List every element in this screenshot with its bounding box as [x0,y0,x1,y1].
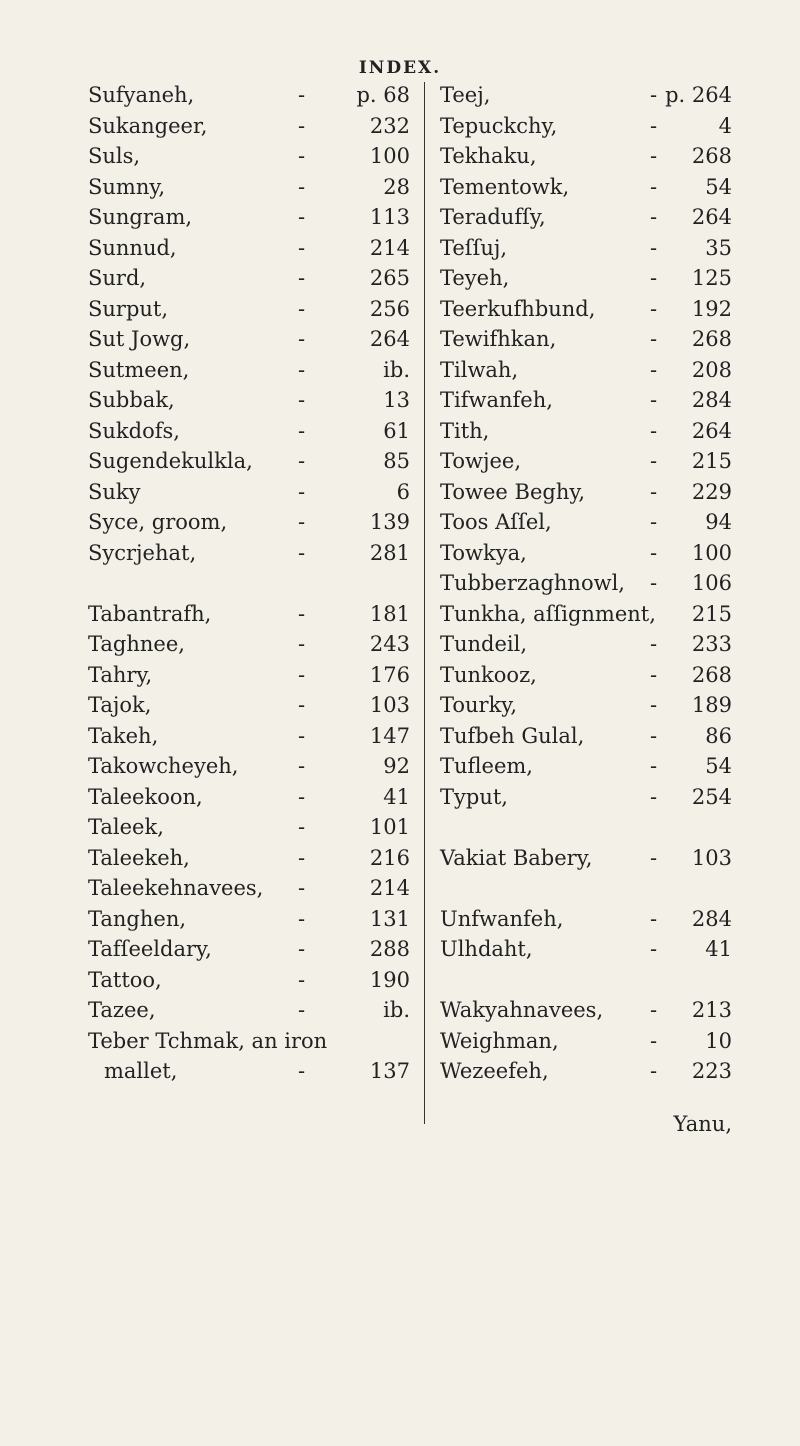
index-entry [88,1026,410,1057]
entry-page-number: 233 [691,632,732,656]
entry-term: Tajok, [88,693,152,717]
entry-page-number: 192 [691,296,732,321]
entry-leader-dash: - [298,601,306,626]
entry-leader-dash: - [298,1059,306,1083]
entry-page-number: 13 [383,388,410,412]
entry-leader-dash: - [298,754,306,778]
entry-page-number: 10 [705,1028,732,1053]
entry-leader-dash: - [650,845,658,870]
entry-leader-dash: - [298,876,306,900]
entry-term: Unfwanfeh, [440,906,564,931]
entry-page-number: 100 [691,540,732,565]
entry-leader-dash: - [650,540,658,565]
entry-page-number: 92 [383,754,410,778]
entry-page-number: 54 [705,754,732,778]
entry-page-number: 103 [691,845,732,870]
index-entry [88,721,410,752]
index-entry [440,416,732,447]
entry-page-number: 85 [383,449,410,473]
entry-leader-dash: - [298,784,306,809]
entry-term: Tattoo, [88,967,162,992]
entry-term: Tahry, [88,662,153,687]
index-entry [440,873,732,904]
entry-term: Taleekehnavees, [88,876,264,900]
index-entry [88,202,410,233]
index-entry [88,446,410,477]
entry-page-number: 268 [691,662,732,687]
entry-page-number: 223 [691,1059,732,1083]
entry-page-number: 139 [369,510,410,534]
entry-leader-dash: - [650,1059,658,1083]
entry-term: Subbak, [88,388,175,412]
entry-leader-dash: - [650,144,658,168]
entry-term: mallet, [104,1059,178,1083]
index-entry [88,507,410,538]
entry-leader-dash: - [298,205,306,229]
entry-term: Tementowk, [440,174,570,199]
entry-term: Taleek, [88,815,164,839]
index-entry [88,751,410,782]
entry-term: Tufbeh Gulal, [440,723,585,748]
entry-term: Sugendekulkla, [88,449,253,473]
entry-page-number: 94 [705,510,732,534]
index-entry [88,812,410,843]
entry-term: Weighman, [440,1028,559,1053]
entry-page-number: 232 [369,113,410,138]
entry-term: Sumny, [88,174,166,199]
entry-leader-dash: - [650,296,658,321]
page-header: INDEX. [358,58,442,78]
index-entry [440,233,732,264]
entry-term: Teerkufhbund, [440,296,596,321]
index-entry [440,965,732,996]
index-entry [88,934,410,965]
index-entry [88,477,410,508]
entry-leader-dash: - [650,83,658,107]
index-entry [88,172,410,203]
entry-leader-dash: - [298,174,306,199]
index-entry [440,1026,732,1057]
entry-page-number: 61 [383,418,410,443]
index-entry [88,873,410,904]
entry-term: Tilwah, [440,357,519,382]
entry-term: Teſſuj, [440,235,508,260]
entry-term: Sutmeen, [88,357,190,382]
entry-page-number: p. 68 [356,83,410,107]
index-entry [440,629,732,660]
entry-page-number: 181 [369,601,410,626]
entry-term: Towjee, [440,449,522,473]
index-entry [88,660,410,691]
entry-page-number: 213 [691,998,732,1022]
entry-page-number: 131 [369,906,410,931]
entry-leader-dash: - [650,754,658,778]
entry-leader-dash: - [650,937,658,961]
entry-leader-dash: - [298,998,306,1022]
index-entry [440,324,732,355]
index-entry [440,355,732,386]
entry-term: Tekhaku, [440,144,537,168]
entry-page-number: 113 [369,205,410,229]
index-entry [440,111,732,142]
entry-page-number: 4 [718,113,732,138]
index-entry [440,477,732,508]
index-entry [440,904,732,935]
index-entry [88,1056,410,1087]
index-entry [88,324,410,355]
right-column [440,80,732,1087]
entry-term: Vakiat Babery, [440,845,593,870]
entry-term: Tafſeeldary, [88,937,212,961]
entry-leader-dash: - [650,723,658,748]
entry-page-number: 243 [369,632,410,656]
index-entry [88,568,410,599]
entry-leader-dash: - [298,296,306,321]
entry-term: Suky [88,479,141,504]
entry-page-number: 268 [691,327,732,351]
entry-page-number: 208 [691,357,732,382]
entry-term: Sukdofs, [88,418,180,443]
entry-page-number: 100 [369,144,410,168]
entry-term: Ulhdaht, [440,937,533,961]
entry-page-number: 264 [691,205,732,229]
entry-page-number: 264 [369,327,410,351]
entry-leader-dash: - [298,540,306,565]
index-entry [88,965,410,996]
entry-leader-dash: - [298,662,306,687]
entry-term: Takowcheyeh, [88,754,239,778]
index-entry [88,263,410,294]
entry-leader-dash: - [298,723,306,748]
entry-page-number: 264 [691,418,732,443]
entry-term: Sukangeer, [88,113,208,138]
entry-page-number: 41 [383,784,410,809]
entry-page-number: 215 [691,449,732,473]
index-entry [440,843,732,874]
entry-term: Teej, [440,83,491,107]
entry-term: Tanghen, [88,906,187,931]
entry-page-number: 216 [369,845,410,870]
index-entry [440,80,732,111]
index-entry [440,934,732,965]
index-entry [88,904,410,935]
entry-page-number: 265 [369,266,410,290]
entry-term: Syce, groom, [88,510,228,534]
entry-leader-dash: - [298,144,306,168]
index-entry [440,141,732,172]
entry-term: Toos Aſſel, [440,510,552,534]
entry-page-number: p. 264 [665,83,732,107]
index-entry [440,507,732,538]
entry-term: Tufleem, [440,754,533,778]
entry-leader-dash: - [650,449,658,473]
entry-term: Suls, [88,144,141,168]
entry-term: Taghnee, [88,632,185,656]
entry-leader-dash: - [650,662,658,687]
entry-leader-dash: - [650,479,658,504]
entry-leader-dash: - [298,83,306,107]
entry-page-number: 288 [369,937,410,961]
entry-page-number: 268 [691,144,732,168]
entry-page-number: 256 [369,296,410,321]
entry-page-number: 229 [691,479,732,504]
index-entry [88,141,410,172]
entry-leader-dash: - [298,937,306,961]
entry-leader-dash: - [298,449,306,473]
entry-leader-dash: - [650,998,658,1022]
entry-page-number: ib. [383,998,410,1022]
entry-term: Tifwanfeh, [440,388,553,412]
entry-leader-dash: - [298,327,306,351]
entry-leader-dash: - [298,510,306,534]
entry-leader-dash: - [298,388,306,412]
entry-leader-dash: - [650,632,658,656]
index-entry [440,599,732,630]
entry-page-number: 86 [705,723,732,748]
entry-page-number: 190 [369,967,410,992]
entry-page-number: ib. [383,357,410,382]
entry-term: Typut, [440,784,508,809]
entry-page-number: 176 [369,662,410,687]
left-column [88,80,410,1087]
index-entry [440,690,732,721]
entry-leader-dash: - [650,418,658,443]
entry-term: Teber Tchmak, an iron [88,1028,328,1053]
entry-leader-dash: - [650,388,658,412]
index-entry [440,385,732,416]
entry-page-number: 137 [369,1059,410,1083]
entry-term: Tepuckchy, [440,113,558,138]
entry-leader-dash: - [298,967,306,992]
index-entry [440,751,732,782]
entry-term: Towee Beghy, [440,479,586,504]
index-entry [88,416,410,447]
entry-leader-dash: - [298,113,306,138]
entry-leader-dash: - [650,693,658,717]
entry-page-number: 281 [369,540,410,565]
entry-term: Sungram, [88,205,193,229]
index-entry [440,172,732,203]
entry-term: Teradufſy, [440,205,546,229]
index-entry [440,1056,732,1087]
entry-page-number: 214 [369,235,410,260]
entry-leader-dash: - [298,235,306,260]
entry-leader-dash: - [298,479,306,504]
entry-term: Teyeh, [440,266,510,290]
index-entry [88,782,410,813]
entry-page-number: 284 [691,388,732,412]
index-entry [88,355,410,386]
entry-term: Surd, [88,266,147,290]
index-entry [88,80,410,111]
entry-term: Wezeefeh, [440,1059,549,1083]
entry-page-number: 6 [396,479,410,504]
entry-leader-dash: - [650,174,658,199]
entry-term: Surput, [88,296,169,321]
entry-page-number: 103 [369,693,410,717]
catchword: Yanu, [673,1112,732,1136]
entry-leader-dash: - [298,693,306,717]
index-entry [440,812,732,843]
entry-term: Tewifhkan, [440,327,557,351]
index-entry [440,660,732,691]
index-entry [88,843,410,874]
entry-page-number: 125 [691,266,732,290]
entry-leader-dash: - [650,357,658,382]
entry-term: Tundeil, [440,632,528,656]
index-entry [440,995,732,1026]
index-entry [440,294,732,325]
index-entry [440,446,732,477]
entry-leader-dash: - [298,418,306,443]
entry-page-number: 147 [369,723,410,748]
entry-leader-dash: - [650,571,658,595]
entry-page-number: 41 [705,937,732,961]
index-entry [88,995,410,1026]
entry-leader-dash: - [650,510,658,534]
index-entry [88,538,410,569]
index-entry [88,599,410,630]
entry-term: Wakyahnavees, [440,998,604,1022]
entry-leader-dash: - [298,357,306,382]
entry-page-number: 189 [691,693,732,717]
entry-leader-dash: - [298,266,306,290]
index-entry [88,233,410,264]
entry-leader-dash: - [650,906,658,931]
index-entry [88,294,410,325]
entry-leader-dash: - [650,235,658,260]
entry-term: Tabantrafh, [88,601,212,626]
index-entry [88,111,410,142]
entry-leader-dash: - [650,1028,658,1053]
entry-term: Tunkooz, [440,662,537,687]
entry-page-number: 35 [705,235,732,260]
entry-page-number: 54 [705,174,732,199]
column-divider [424,82,425,1124]
entry-term: Takeh, [88,723,159,748]
entry-term: Taleekoon, [88,784,203,809]
entry-term: Sufyaneh, [88,83,195,107]
entry-leader-dash: - [298,845,306,870]
index-entry [440,782,732,813]
entry-leader-dash: - [650,113,658,138]
index-entry [440,721,732,752]
entry-leader-dash: - [650,784,658,809]
index-entry [440,568,732,599]
entry-leader-dash: - [650,205,658,229]
entry-page-number: 106 [691,571,732,595]
entry-page-number: 254 [691,784,732,809]
index-entry [88,690,410,721]
entry-leader-dash: - [298,815,306,839]
entry-term: Sycrjehat, [88,540,197,565]
entry-term: Sut Jowg, [88,327,191,351]
entry-term: Tourky, [440,693,518,717]
entry-page-number: 214 [369,876,410,900]
entry-leader-dash: - [650,266,658,290]
entry-term: Tith, [440,418,490,443]
entry-term: Tazee, [88,998,156,1022]
entry-term: Tubberzaghnowl, [440,571,625,595]
index-entry [440,538,732,569]
entry-term: Sunnud, [88,235,177,260]
index-entry [440,202,732,233]
entry-term: Towkya, [440,540,527,565]
entry-leader-dash: - [298,632,306,656]
entry-term: Taleekeh, [88,845,190,870]
entry-page-number: 215 [691,601,732,626]
entry-page-number: 101 [369,815,410,839]
entry-page-number: 284 [691,906,732,931]
entry-leader-dash: - [298,906,306,931]
entry-page-number: 28 [383,174,410,199]
index-entry [88,629,410,660]
entry-term: Tunkha, aſſignment, [440,601,656,626]
index-entry [88,385,410,416]
entry-leader-dash: - [650,327,658,351]
index-entry [440,263,732,294]
